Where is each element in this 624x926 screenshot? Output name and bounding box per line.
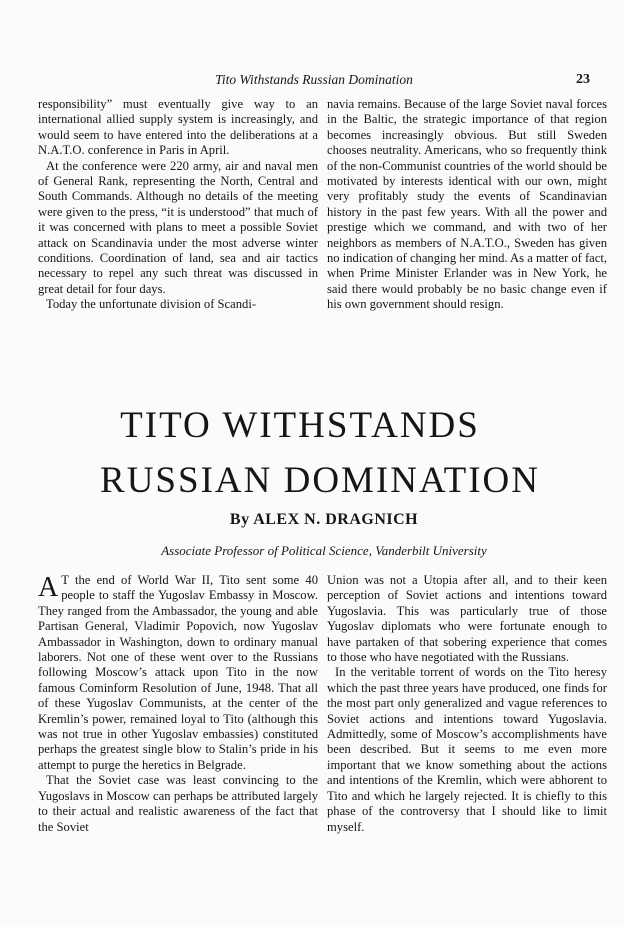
paragraph <box>38 573 318 773</box>
article-title-line-2: RUSSIAN DOMINATION <box>100 460 540 501</box>
paragraph: That the Soviet case was least convincing to the Yugoslavs in Moscow can perhaps be attributed largely to their actual and realistic awareness of the fact that the Soviet <box>38 773 318 834</box>
paragraph: At the conference were 220 army, air and naval men of General Rank, representing the North, Central and South Commands. Although no details of the meeting were given to the press, “it is understood” that much of it was concerned with plans to meet a possible Soviet attack on Scandinavia under the most adverse winter conditions. Coordination of land, sea and air tactics necessary to repel any such threat was discussed in great detail for four days. <box>38 158 318 296</box>
running-head <box>38 72 590 88</box>
article-right-column <box>327 573 607 835</box>
paragraph: responsibility” must eventually give way to an international allied supply system is increasingly, and would seem to have entered into the deliberations at a N.A.T.O. conference in Paris in April. <box>38 97 318 158</box>
paragraph: In the veritable torrent of words on the Tito heresy which the past three years have produced, one finds for the most part only generalized and vague references to Soviet actions and intentions toward Yugoslavia. Admittedly, some of Moscow’s accomplishments have been described. But it seems to me even more important that we know something about the actions and intentions of the Kremlin, which were abhorent to Tito and which he largely rejected. It is chiefly to this phase of the controversy that I should like to limit myself. <box>327 665 607 834</box>
previous-article-right-column <box>327 97 607 313</box>
drop-cap: A <box>38 572 59 603</box>
article-left-column <box>38 573 318 835</box>
paragraph: Today the unfortunate division of Scandi- <box>46 297 257 312</box>
running-title: Tito Withstands Russian Domination <box>215 72 413 87</box>
article-title-line-1: TITO WITHSTANDS <box>120 405 480 446</box>
paragraph: Union was not a Utopia after all, and to their keen perception of Soviet actions and intentions toward Yugoslavia. This was particularly true of those Yugoslav diplomats who were fortunate enough to have partaken of that sobering experience that comes to those who have negotiated with the Russians. <box>327 573 607 665</box>
author-affiliation: Associate Professor of Political Science, Vanderbilt University <box>161 543 487 558</box>
paragraph: navia remains. Because of the large Soviet naval forces in the Baltic, the strategic importance of that region becomes increasingly obvious. But still Sweden chooses neutrality. Americans, who so frequently think of the non-Communist countries of the world should be motivated by interests identical with our own, might very profitably study the events of Scandinavian history in the past few years. With all the power and prestige which we command, and with two of her neighbors as members of N.A.T.O., Sweden has given no indication of changing her mind. As a matter of fact, when Prime Minister Erlander was in New York, he said there would probably be no basic change even if his own government should resign. <box>327 97 607 312</box>
previous-article-left-column <box>38 97 318 313</box>
page-number: 23 <box>576 72 590 87</box>
paragraph-text: T the end of World War II, Tito sent some 40 people to staff the Yugoslav Embassy in Moscow. They ranged from the Ambassador, the young and able Partisan General, Vladimir Popovich, now Yugoslav Ambassador in Washington, down to ordinary manual laborers. Not one of these went over to the Russians following Moscow’s attack upon Tito in the now famous Cominform Resolution of June, 1948. That all of these Yugoslav Communists, at the center of the Kremlin’s power, remained loyal to Tito (although this was not true in other Yugoslav embassies) constituted perhaps the greatest single blow to Stalin’s pride in his attempt to purge the heretics in Belgrade. <box>38 573 318 772</box>
byline: By ALEX N. DRAGNICH <box>229 511 419 528</box>
